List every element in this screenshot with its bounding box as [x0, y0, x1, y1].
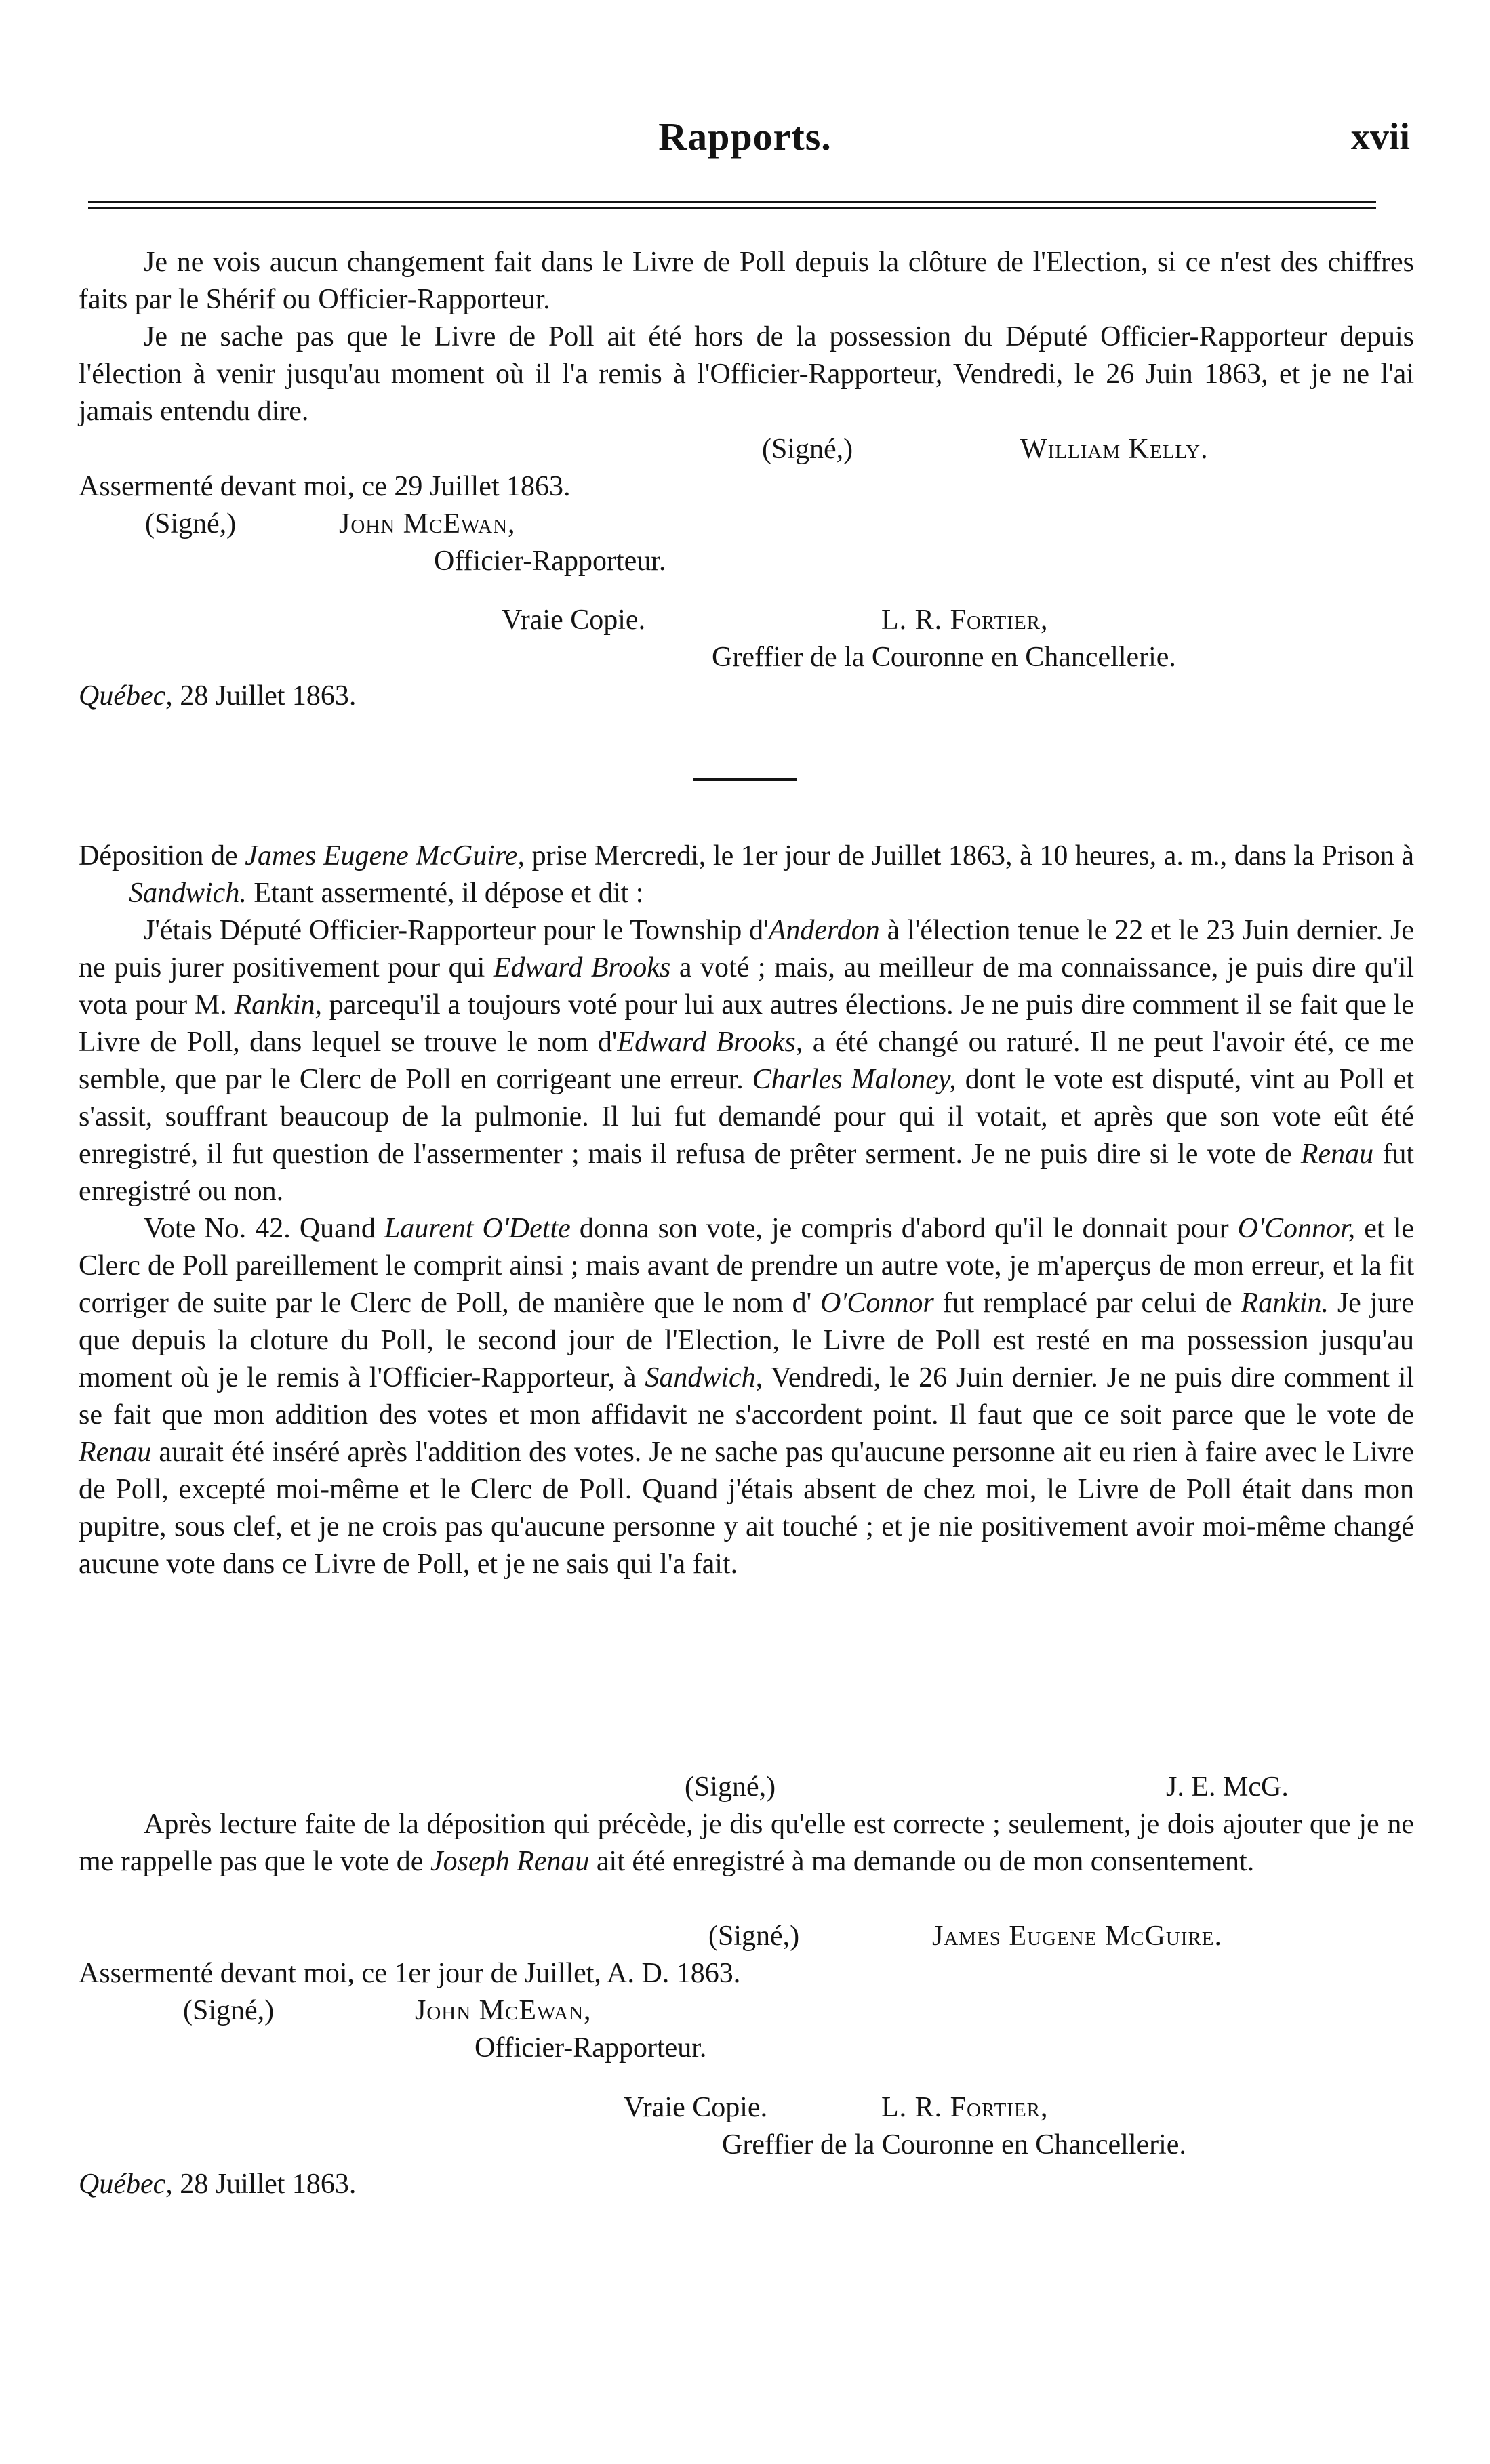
true-copy-label: Vraie Copie.: [624, 2092, 768, 2123]
text-run: Vendredi, le 26 Juin dernier. Je ne puis dire comment il se fait que mon addition des votes et mon affidavit ne s'accordent point. Il faut que ce soit parce que le vote de: [79, 1362, 1414, 1431]
signed-label: (Signé,): [183, 1995, 275, 2026]
text-run: Etant assermenté, il dépose et dit :: [246, 878, 644, 909]
paragraph: [79, 1806, 1414, 1881]
deposition-mcguire: [79, 838, 1414, 1583]
signer-initials: J. E. McG.: [1166, 1771, 1289, 1803]
signed-label: (Signé,): [685, 1771, 776, 1803]
italic-name: Rankin,: [234, 989, 322, 1021]
text-run: Vote No. 42. Quand: [144, 1213, 384, 1244]
text-run: J'étais Député Officier-Rapporteur pour le Township d': [144, 915, 769, 946]
deposition-intro: [79, 838, 1414, 912]
signer-name: James Eugene McGuire.: [932, 1921, 1223, 1952]
text-run: parcequ'il a toujours voté pour lui aux autres élections. Je ne puis dire comment il se fait que le Livre de Poll, dans lequel se trouve le nom d': [79, 989, 1414, 1058]
date: 28 Juillet 1863.: [180, 2169, 357, 2200]
officer-name: John McEwan,: [415, 1995, 592, 2026]
sworn-statement: Assermenté devant moi, ce 1er jour de Juillet, A. D. 1863.: [79, 1958, 741, 1989]
text-run: Déposition de: [79, 840, 245, 871]
italic-name: Laurent O'Dette: [384, 1213, 571, 1244]
running-header-title: Rapports.: [658, 115, 832, 159]
text-run: ait été enregistré à ma demande ou de mon consentement.: [589, 1846, 1255, 1877]
text-run: Je jure que depuis la cloture du Poll, le second jour de l'Election, le Livre de Poll est resté en ma possession jusqu'au moment où je le remis à l'Officier-Rapporteur, à: [79, 1288, 1415, 1393]
text-run: a voté ; mais, au meilleur de ma connaissance, je puis dire qu'il vota pour M.: [79, 952, 1414, 1021]
officer-name: John McEwan,: [339, 508, 516, 539]
header-rule: [88, 201, 1376, 203]
italic-name: Edward Brooks: [493, 952, 671, 983]
text-run: prise Mercredi, le 1er jour de Juillet 1863, à 10 heures, a. m., dans la Prison à: [524, 840, 1414, 871]
signed-label: (Signé,): [762, 434, 853, 465]
place: Québec,: [79, 2169, 173, 2200]
italic-name: Anderdon: [768, 915, 880, 946]
testimony-kelly: [79, 244, 1414, 430]
place-date: [79, 678, 356, 715]
italic-name: Rankin.: [1241, 1288, 1329, 1319]
place: Québec,: [79, 680, 173, 712]
clerk-name: L. R. Fortier,: [881, 2092, 1049, 2123]
header-rule-double: [88, 207, 1376, 209]
signer-name: William Kelly.: [1020, 434, 1209, 465]
clerk-title: Greffier de la Couronne en Chancellerie.: [712, 642, 1176, 673]
deposition-addendum: [79, 1806, 1414, 1881]
italic-name: O'Connor,: [1237, 1213, 1356, 1244]
clerk-title: Greffier de la Couronne en Chancellerie.: [722, 2129, 1186, 2160]
officer-title: Officier-Rapporteur.: [434, 546, 666, 577]
italic-name: Charles Maloney,: [752, 1064, 957, 1095]
true-copy-label: Vraie Copie.: [502, 604, 646, 636]
italic-name: James Eugene McGuire,: [245, 840, 525, 871]
sworn-statement: Assermenté devant moi, ce 29 Juillet 1863.: [79, 471, 571, 502]
officer-title: Officier-Rapporteur.: [475, 2032, 707, 2063]
place-date: [79, 2166, 356, 2203]
text-run: a été changé ou raturé. Il ne peut l'avoir été, ce me semble, que par le Clerc de Poll en corrigeant une erreur.: [79, 1027, 1414, 1095]
signed-label: (Signé,): [708, 1921, 800, 1952]
text-run: fut enregistré ou non.: [79, 1138, 1414, 1207]
text-run: donna son vote, je compris d'abord qu'il le donnait pour: [570, 1213, 1238, 1244]
paragraph: Je ne sache pas que le Livre de Poll ait été hors de la possession du Député Officier-Rapporteur depuis l'élection à venir jusqu'au moment où il l'a remis à l'Officier-Rapporteur, Vendredi, le 26 Juin 1863, et je ne l'ai jamais entendu dire.: [79, 321, 1414, 427]
italic-name: Renau: [79, 1437, 152, 1468]
paragraph: [79, 912, 1414, 1210]
signed-label: (Signé,): [145, 508, 237, 539]
text-run: à l'élection tenue le 22 et le 23 Juin dernier. Je ne puis jurer positivement pour qui: [79, 915, 1414, 983]
italic-name: Renau: [1300, 1138, 1374, 1170]
paragraph: [79, 1210, 1414, 1583]
text-run: et le Clerc de Poll pareillement le comprit ainsi ; mais avant de prendre un autre vote, je m'aperçus de mon erreur, et la fit corriger de suite par le Clerc de Poll, de manière que le nom d': [79, 1213, 1415, 1319]
italic-name: O'Connor: [820, 1288, 934, 1319]
italic-name: Sandwich,: [645, 1362, 763, 1393]
italic-name: Sandwich.: [129, 878, 247, 909]
date: 28 Juillet 1863.: [180, 680, 357, 712]
text-run: dont le vote est disputé, vint au Poll et s'assit, souffrant beaucoup de la pulmonie. Il lui fut demandé pour qui il votait, et après que son vote eût été enregistré, il fut question de l'assermenter ; mais il refusa de prêter serment. Je ne puis dire si le vote de: [79, 1064, 1415, 1170]
section-divider: [693, 778, 797, 781]
text-run: Après lecture faite de la déposition qui précède, je dis qu'elle est correcte ; seulement, je dois ajouter que je ne me rappelle pas que le vote de: [79, 1809, 1414, 1877]
text-run: fut remplacé par celui de: [933, 1288, 1241, 1319]
italic-name: Edward Brooks,: [617, 1027, 803, 1058]
clerk-name: L. R. Fortier,: [881, 604, 1049, 636]
italic-name: Joseph Renau: [430, 1846, 590, 1877]
paragraph: Je ne vois aucun changement fait dans le Livre de Poll depuis la clôture de l'Election, si ce n'est des chiffres faits par le Shérif ou Officier-Rapporteur.: [79, 247, 1414, 315]
text-run: aurait été inséré après l'addition des votes. Je ne sache pas qu'aucune personne ait eu rien à faire avec le Livre de Poll, excepté moi-même et le Clerc de Poll. Quand j'étais absent de chez moi, le Livre de Poll était dans mon pupitre, sous clef, et je ne crois pas qu'aucune personne y ait touché ; et je nie positivement avoir moi-même changé aucune vote dans ce Livre de Poll, et je ne sais qui l'a fait.: [79, 1437, 1414, 1580]
page-number: xvii: [1350, 116, 1410, 158]
